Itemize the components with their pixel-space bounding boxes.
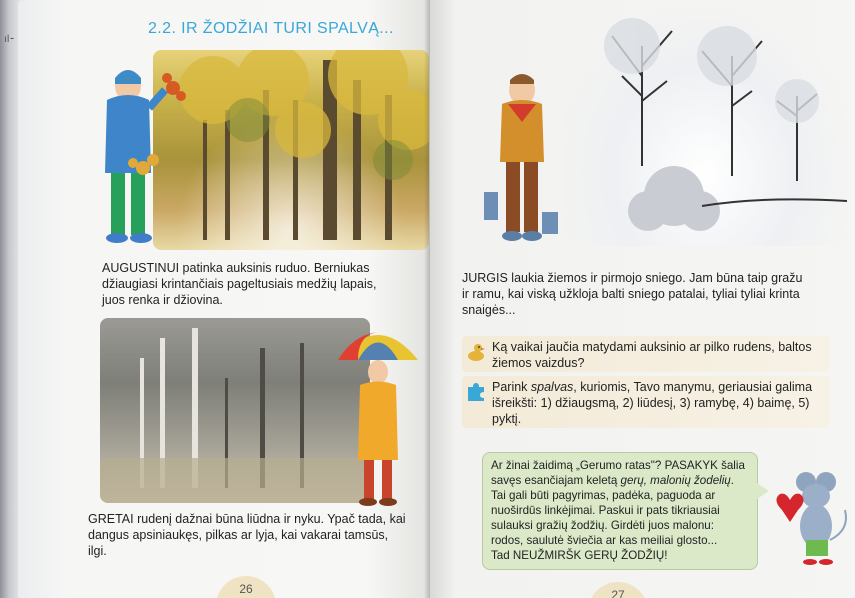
info-line-2a: savęs esančiajam keletą bbox=[491, 474, 621, 487]
question-2-prefix: Parink bbox=[492, 380, 531, 394]
info-line-4: nuoširdūs linkėjimai. Paskui ir pats tikriausiai bbox=[491, 504, 720, 517]
greta-girl-illustration bbox=[18, 0, 430, 598]
question-2-rest: , kuriomis, Tavo manymu, geriausiai galima išreikšti: 1) džiaugsmą, 2) liūdesį, 3) ramybę, 4) baimę, 5) pyktį. bbox=[492, 380, 813, 426]
spine-marks: ıl⁃ bbox=[4, 34, 15, 45]
question-1-text: Ką vaikai jaučia matydami auksinio ar pilko rudens, baltos žiemos vaizdus? bbox=[492, 340, 812, 370]
info-line-1: Ar žinai žaidimą „Gerumo ratas"? PASAKYK šalia bbox=[491, 459, 745, 472]
page-number-left: 26 bbox=[216, 576, 276, 598]
section-title: 2.2. IR ŽODŽIAI TURI SPALVĄ... bbox=[148, 20, 394, 37]
info-line-5: sulauksi gražių žodžių. Girdėti juos malonu: bbox=[491, 519, 714, 532]
page-number-right: 27 bbox=[588, 582, 648, 598]
jurgis-paragraph: JURGIS laukia žiemos ir pirmojo sniego. Jam būna taip gražu ir ramu, kai viską užkloja balti sniego patalai, tyliai tyliai krinta snaigės... bbox=[462, 271, 803, 317]
question-2-italic: spalvas bbox=[530, 380, 574, 394]
page-right bbox=[430, 0, 855, 598]
mouse-with-heart-icon bbox=[430, 0, 855, 598]
augustinas-paragraph: AUGUSTINUI patinka auksinis ruduo. Berniukas džiaugiasi krintančiais pageltusiais medžių lapais, juos renka ir džiovina. bbox=[102, 261, 377, 307]
page-left bbox=[18, 0, 430, 598]
info-line-7: Tad NEUŽMIRŠK GERŲ ŽODŽIŲ! bbox=[491, 549, 668, 562]
info-line-6: rodos, saulutė šviečia ar kas meiliai glosto... bbox=[491, 534, 718, 547]
info-line-3: Tai gali būti pagyrimas, padėka, paguoda ar bbox=[491, 489, 716, 502]
greta-paragraph: GRETAI rudenį dažnai būna liūdna ir nyku. Ypač tada, kai dangus apsiniaukęs, pilkas ar lyja, kai vakarai tamsūs, ilgi. bbox=[88, 512, 406, 558]
info-line-2b: . bbox=[730, 474, 734, 487]
info-line-2-italic: gerų, malonių žodelių bbox=[620, 474, 731, 487]
